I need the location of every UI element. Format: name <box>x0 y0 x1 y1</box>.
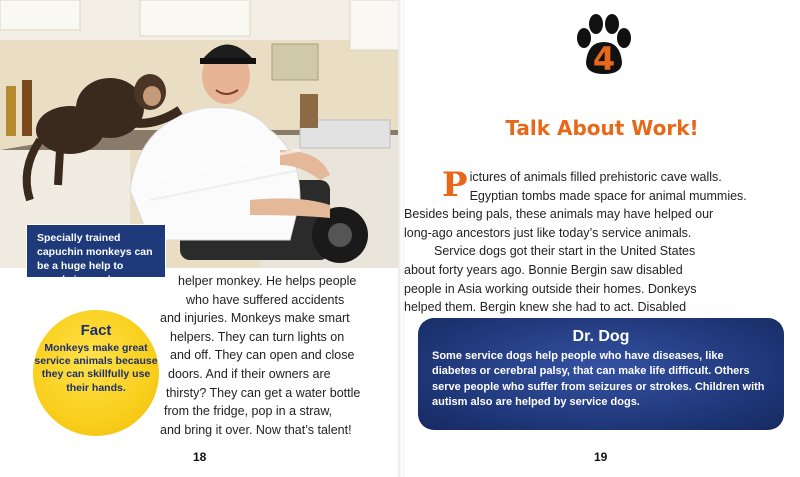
body-line: helped them. Bergin knew she had to act. Disabled <box>404 300 687 315</box>
body-line: Besides being pals, these animals may have helped our <box>404 207 714 222</box>
body-line: Egyptian tombs made space for animal mummies. <box>469 188 747 203</box>
body-line: about forty years ago. Bonnie Bergin saw disabled <box>404 262 683 277</box>
page-number-right: 19 <box>594 450 608 464</box>
fact-bubble <box>33 310 159 436</box>
body-line: people in Asia working outside their homes. Donkeys <box>404 281 697 296</box>
body-line: from the fridge, pop in a straw, <box>164 404 333 419</box>
body-line: helper monkey. He helps people <box>178 274 357 288</box>
fact-title: Fact <box>80 322 112 339</box>
drop-cap: P <box>442 165 468 205</box>
page-number-left: 18 <box>193 450 207 464</box>
sidebar-text: Some service dogs help people who have diseases, like diabetes or cerebral palsy, that can make life difficult. Others serve people who suffer from seizures or strokes. Children with autism also are helped by service dogs. <box>432 350 765 409</box>
body-line: and injuries. Monkeys make smart <box>160 311 350 326</box>
body-line: helpers. They can turn lights on <box>170 329 345 344</box>
body-line: who have suffered accidents <box>186 292 345 307</box>
body-line: thirsty? They can get a water bottle <box>166 385 361 400</box>
body-line: and off. They can open and close <box>170 348 355 363</box>
body-line: Service dogs got their start in the United States <box>434 244 696 259</box>
left-body-text <box>160 272 390 439</box>
body-line: ictures of animals filled prehistoric cave walls. <box>469 170 722 184</box>
right-body-text <box>404 165 792 317</box>
sidebar-title: Dr. Dog <box>572 328 630 345</box>
chapter-title: Talk About Work! <box>505 116 699 140</box>
body-line: doors. And if their owners are <box>168 366 331 381</box>
photo-caption: Specially trained capuchin monkeys can be a huge help to people in need. <box>26 224 166 278</box>
paw-print-icon <box>574 14 634 78</box>
fact-text: Monkeys make great service animals because they can skillfully use their hands. <box>34 342 158 394</box>
body-line: and bring it over. Now that’s talent! <box>160 422 352 437</box>
right-page <box>404 0 800 477</box>
chapter-number: 4 <box>592 40 616 78</box>
dr-dog-sidebar <box>418 318 784 430</box>
body-line: long-ago ancestors just like today’s service animals. <box>404 225 692 240</box>
